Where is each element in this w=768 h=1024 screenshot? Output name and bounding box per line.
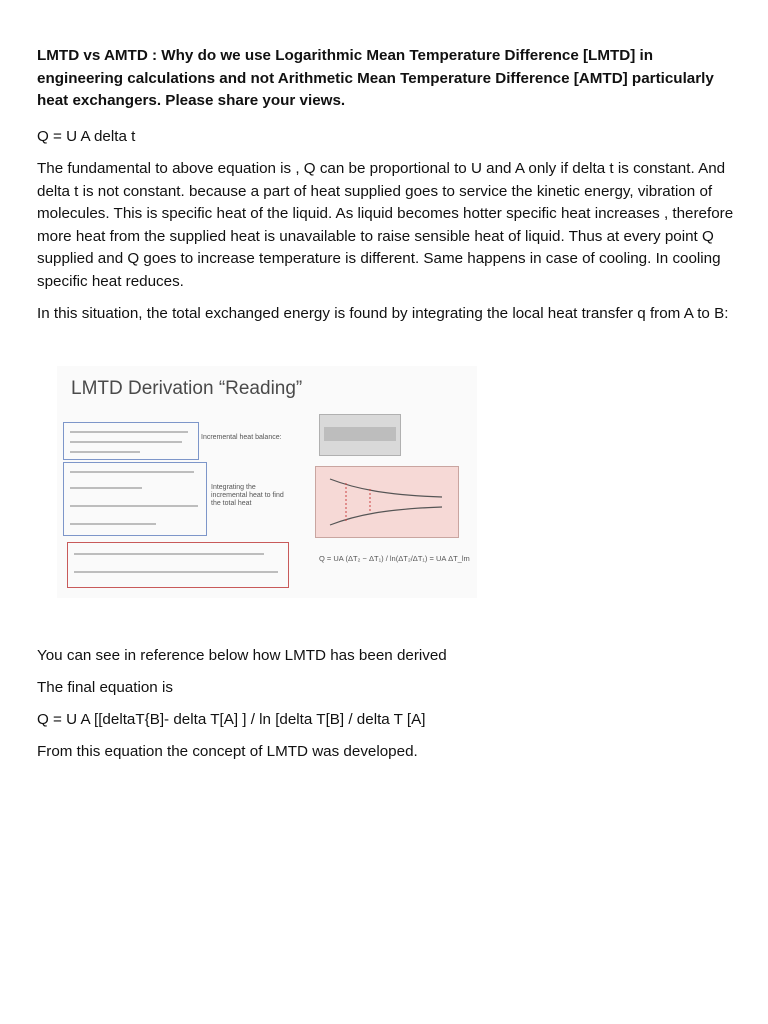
integration-paragraph: In this situation, the total exchanged energy is found by integrating the local heat transfer q from A to B: (37, 305, 729, 322)
explanation-paragraph: The fundamental to above equation is , Q can be proportional to U and A only if delta t is constant. And delta t is not constant. because a part of heat supplied goes to service the kinetic energy, vibration of molecules. This is specific heat of the liquid. As liquid becomes hotter specific heat increases , therefore more heat from the supplied heat is unavailable to raise sensible heat of liquid. Thus at every point Q supplied and Q goes to increase temperature is different. Same happens in case of cooling. In cooling specific heat reduces. (37, 160, 734, 290)
equation-basic: Q = U A delta t (37, 128, 136, 145)
lmtd-formula: Q = UA (ΔT₂ − ΔT₁) / ln(ΔT₂/ΔT₁) = UA ΔT_lm (319, 554, 470, 563)
heat-balance-box (63, 422, 199, 460)
closing-line: From this equation the concept of LMTD was developed. (37, 743, 418, 760)
heat-exchanger-schematic (319, 414, 401, 456)
figure-title: LMTD Derivation “Reading” (71, 378, 303, 399)
incremental-heat-note: Incremental heat balance: (201, 434, 282, 441)
lmtd-derivation-figure (57, 366, 477, 598)
temperature-profile-graph (315, 466, 459, 538)
final-equation-label: The final equation is (37, 679, 173, 696)
result-box (67, 542, 289, 588)
document-title: LMTD vs AMTD : Why do we use Logarithmic Mean Temperature Difference [LMTD] in engineering calculations and not Arithmetic Mean Temperature Difference [AMTD] particularly heat exchangers. Please share your views. (37, 47, 714, 109)
integration-box (63, 462, 207, 536)
temperature-curves (316, 467, 458, 537)
final-equation: Q = U A [[deltaT{B]- delta T[A] ] / ln [delta T[B] / delta T [A] (37, 711, 426, 728)
reference-line: You can see in reference below how LMTD has been derived (37, 647, 447, 664)
integrating-note: Integrating the incremental heat to find the total heat (211, 484, 284, 507)
